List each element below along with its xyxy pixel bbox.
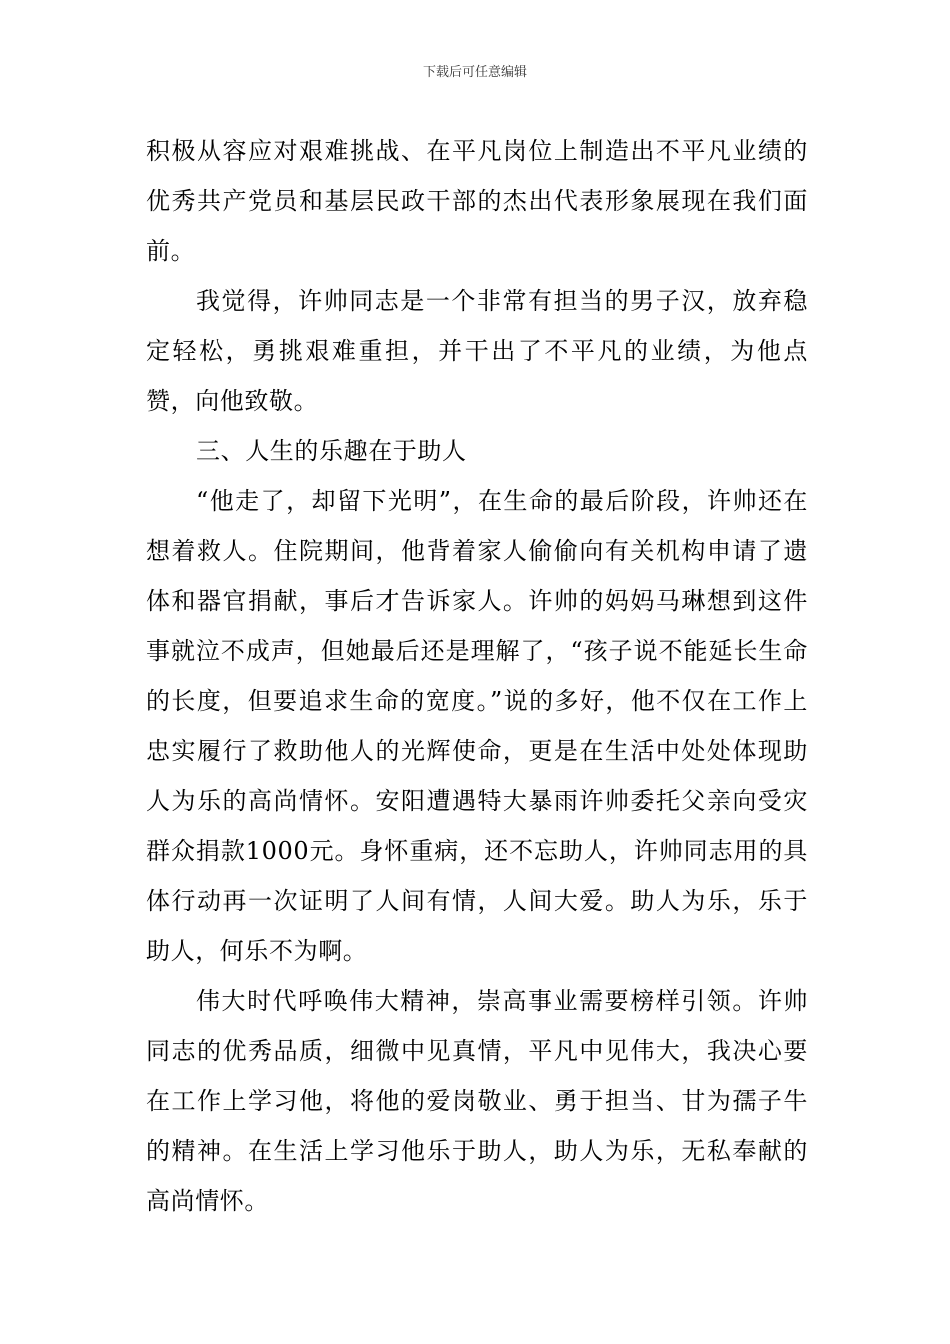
- paragraph-story: “他走了，却留下光明”，在生命的最后阶段，许帅还在想着救人。住院期间，他背着家人偷偷向有关机构申请了遗体和器官捐献，事后才告诉家人。许帅的妈妈马琳想到这件事就泣不成声，但她最后还是理解了，“孩子说不能延长生命的长度，但要追求生命的宽度。”说的多好，他不仅在工作上忠实履行了救助他人的光辉使命，更是在生活中处处体现助人为乐的高尚情怀。安阳遭遇特大暴雨许帅委托父亲向受灾群众捐款1000元。身怀重病，还不忘助人，许帅同志用的具体行动再一次证明了人间有情，人间大爱。助人为乐，乐于助人，何乐不为啊。: [146, 487, 808, 965]
- paragraph-opinion: 我觉得，许帅同志是一个非常有担当的男子汉，放弃稳定轻松，勇挑艰难重担，并干出了不平凡的业绩，为他点赞，向他致敬。: [146, 287, 808, 415]
- paragraph-continuation: 积极从容应对艰难挑战、在平凡岗位上制造出不平凡业绩的优秀共产党员和基层民政干部的杰出代表形象展现在我们面前。: [146, 137, 808, 265]
- document-body: [146, 126, 808, 1226]
- paragraph-conclusion: 伟大时代呼唤伟大精神，崇高事业需要榜样引领。许帅同志的优秀品质，细微中见真情，平凡中见伟大，我决心要在工作上学习他，将他的爱岗敬业、勇于担当、甘为孺子牛的精神。在生活上学习他乐于助人，助人为乐，无私奉献的高尚情怀。: [146, 987, 808, 1215]
- page-header: 下载后可任意编辑: [422, 65, 527, 80]
- section-heading: 三、人生的乐趣在于助人: [196, 437, 467, 465]
